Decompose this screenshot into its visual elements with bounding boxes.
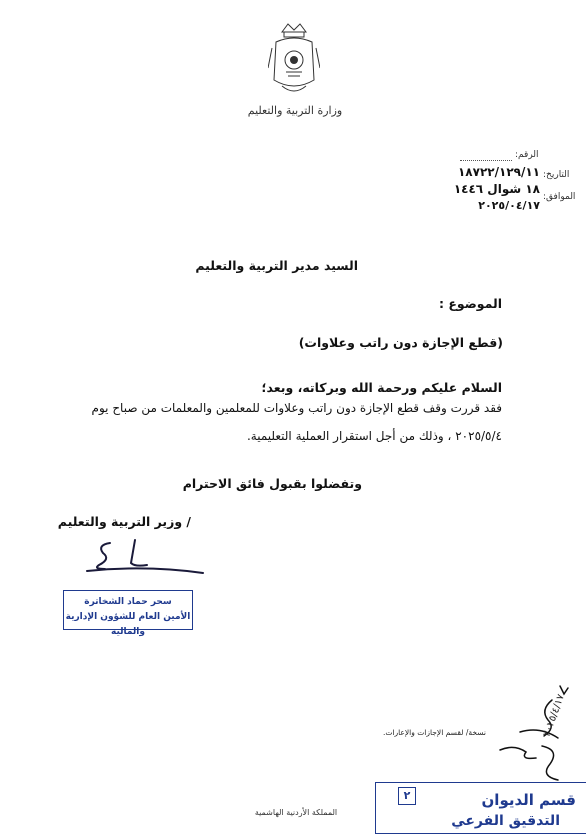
stamp-name: سحر حماد الشخاترة xyxy=(84,597,172,607)
addressee: السيد مدير التربية والتعليم xyxy=(195,258,358,273)
jordan-coat-of-arms-icon xyxy=(268,22,320,98)
official-stamp xyxy=(63,590,193,637)
date-label: التاريخ: xyxy=(543,170,570,180)
diwan-stamp xyxy=(375,782,586,834)
reference-number-value: ١٨٧٢٢/١٢٩/١١ xyxy=(457,165,540,179)
diwan-title: قسم الديوان xyxy=(481,791,576,809)
signatory-title: / وزير التربية والتعليم xyxy=(57,514,191,529)
body-line-2: ٢٠٢٥/٥/٤ ، وذلك من أجل استقرار العملية التعليمية. xyxy=(246,429,502,443)
reference-number-label: الرقم: xyxy=(515,150,539,160)
body-line-1: فقد قررت وقف قطع الإجازة دون راتب وعلاوات للمعلمين والمعلمات من صباح يوم xyxy=(91,401,502,415)
cc-note: نسخة/ لقسم الإجازات والإعارات. xyxy=(382,728,486,737)
diwan-subtitle: التدقيق الفرعي xyxy=(451,813,560,829)
footer-country: المملكة الأردنية الهاشمية xyxy=(254,808,338,817)
diwan-number-box: ٢ xyxy=(398,787,416,805)
handwritten-date: ٢٠٢٥/٤/١٧ xyxy=(541,692,567,739)
corresponding-date-label: الموافق: xyxy=(543,192,576,202)
greeting: السلام عليكم ورحمة الله وبركاته، وبعد؛ xyxy=(261,380,502,395)
signature-icon xyxy=(85,535,205,580)
reference-number-line xyxy=(460,160,512,161)
ministry-name: وزارة التربية والتعليم xyxy=(247,104,343,117)
subject-title: (قطع الإجازة دون راتب وعلاوات) xyxy=(298,335,503,350)
closing: وتفضلوا بقبول فائق الاحترام xyxy=(182,476,362,491)
stamp-title: الأمين العام للشؤون الإدارية والمالية xyxy=(65,612,191,637)
corresponding-date-value: ٢٠٢٥/٠٤/١٧ xyxy=(478,199,540,212)
date-value: ١٨ شوال ١٤٤٦ xyxy=(453,182,540,196)
subject-label: الموضوع : xyxy=(438,296,502,311)
